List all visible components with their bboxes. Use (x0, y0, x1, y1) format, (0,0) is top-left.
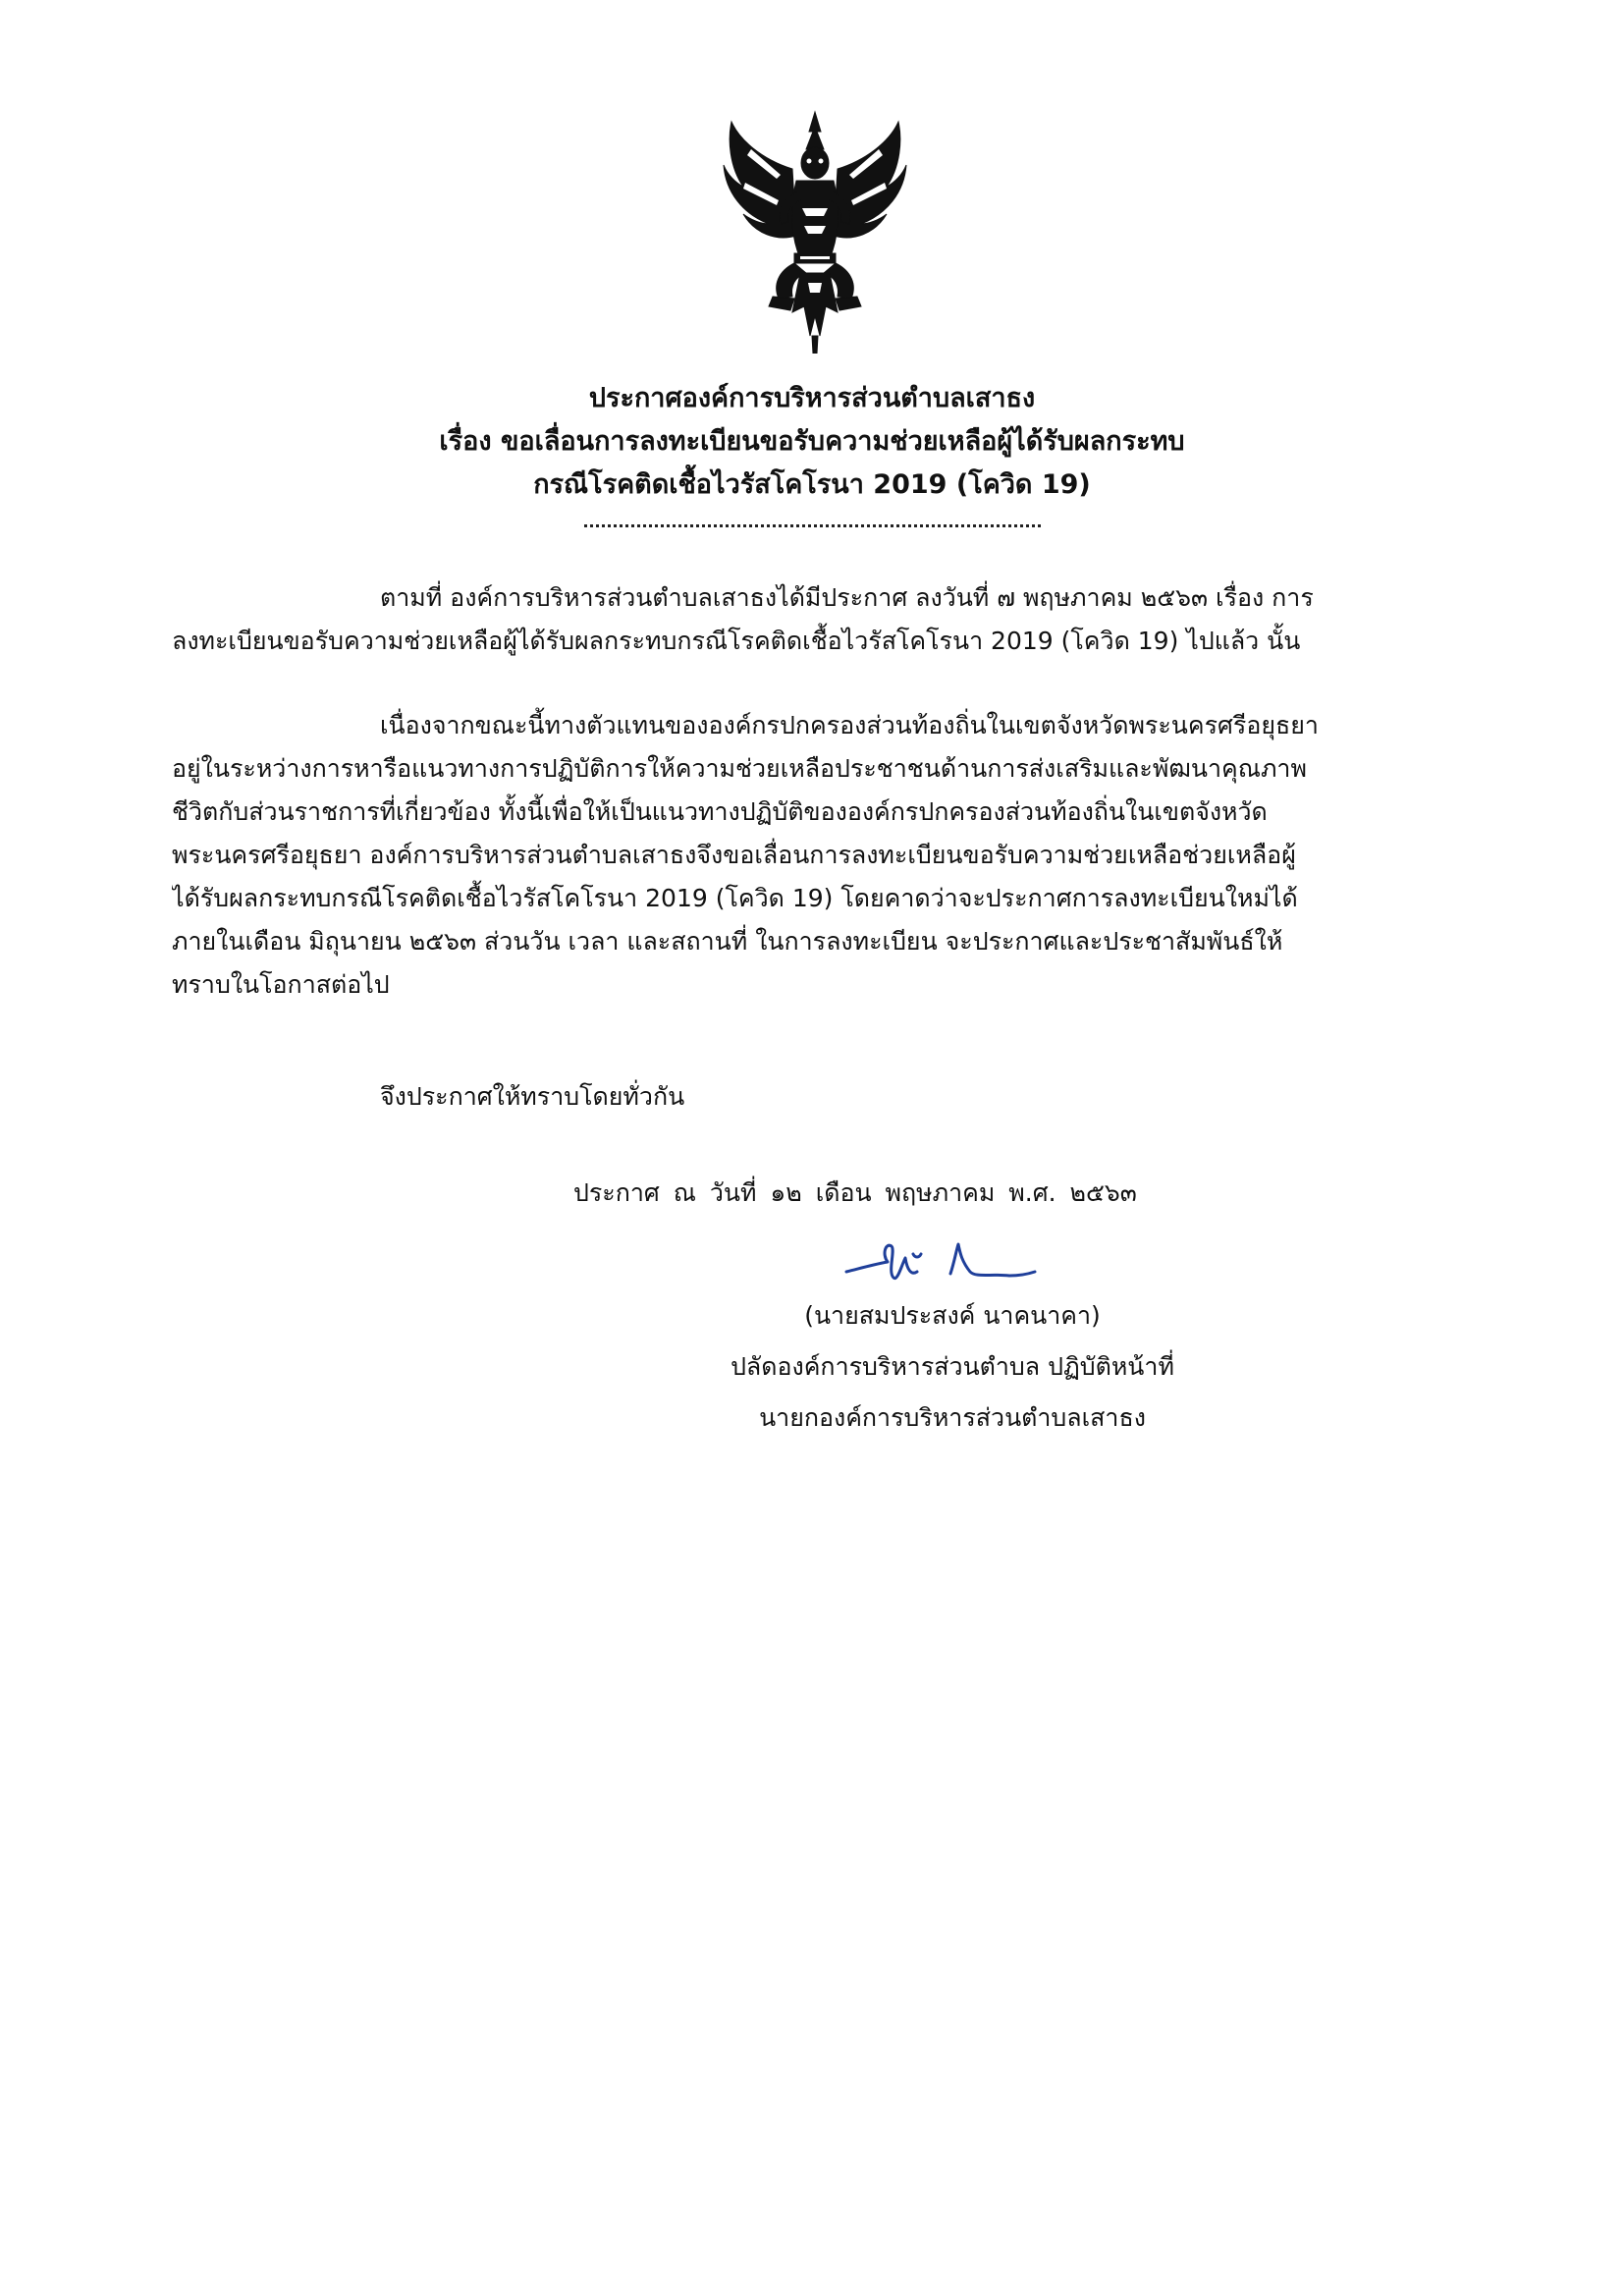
announcement-subject-continued: กรณีโรคติดเชื้อไวรัสโคโรนา 2019 (โควิด 19) (533, 469, 1091, 500)
paragraph-reference (172, 576, 1438, 663)
paragraph-line: ภายในเดือน มิถุนายน ๒๕๖๓ ส่วนวัน เวลา และสถานที่ ในการลงทะเบียน จะประกาศและประชาสัมพันธ์ให้ (172, 927, 1283, 956)
paragraph-postponement (172, 704, 1438, 1007)
paragraph-line: ตามที่ องค์การบริหารส่วนตำบลเสาธงได้มีประกาศ ลงวันที่ ๗ พฤษภาคม ๒๕๖๓ เรื่อง การ (380, 583, 1314, 612)
handwritten-signature (842, 1232, 1039, 1291)
paragraph-line: อยู่ในระหว่างการหารือแนวทางการปฏิบัติการให้ความช่วยเหลือประชาชนด้านการส่งเสริมและพัฒนาคุณภาพ (172, 754, 1307, 783)
garuda-emblem-icon (722, 110, 908, 354)
paragraph-line: พระนครศรีอยุธยา องค์การบริหารส่วนตำบลเสาธงจึงขอเลื่อนการลงทะเบียนขอรับความช่วยเหลือช่วยเหลือผู้ (172, 841, 1296, 869)
announcement-subject: เรื่อง ขอเลื่อนการลงทะเบียนขอรับความช่วยเหลือผู้ได้รับผลกระทบ (439, 426, 1185, 457)
paragraph-line: ได้รับผลกระทบกรณีโรคติดเชื้อไวรัสโคโรนา 2019 (โควิด 19) โดยคาดว่าจะประกาศการลงทะเบียนใหม่ได้ (172, 884, 1298, 912)
paragraph-line: ชีวิตกับส่วนราชการที่เกี่ยวข้อง ทั้งนี้เพื่อให้เป็นแนวทางปฏิบัติขององค์กรปกครองส่วนท้องถิ่นในเขตจังหวัด (172, 797, 1268, 826)
closing-statement: จึงประกาศให้ทราบโดยทั่วกัน (380, 1082, 685, 1111)
signer-name: (นายสมประสงค์ นาคนาคา) (804, 1301, 1101, 1330)
paragraph-line: ลงทะเบียนขอรับความช่วยเหลือผู้ได้รับผลกระทบกรณีโรคติดเชื้อไวรัสโคโรนา 2019 (โควิด 19) ไปแล้ว นั้น (172, 627, 1301, 655)
paragraph-line: ทราบในโอกาสต่อไป (172, 970, 390, 999)
signer-acting-position: นายกองค์การบริหารส่วนตำบลเสาธง (759, 1403, 1146, 1432)
announcement-title: ประกาศองค์การบริหารส่วนตำบลเสาธง (588, 383, 1036, 413)
signer-position: ปลัดองค์การบริหารส่วนตำบล ปฏิบัติหน้าที่ (731, 1352, 1174, 1381)
announcement-date: ประกาศ ณ วันที่ ๑๒ เดือน พฤษภาคม พ.ศ. ๒๕๖๓ (573, 1178, 1137, 1207)
dotted-separator (584, 524, 1041, 527)
paragraph-line: เนื่องจากขณะนี้ทางตัวแทนขององค์กรปกครองส่วนท้องถิ่นในเขตจังหวัดพระนครศรีอยุธยา (380, 711, 1319, 739)
